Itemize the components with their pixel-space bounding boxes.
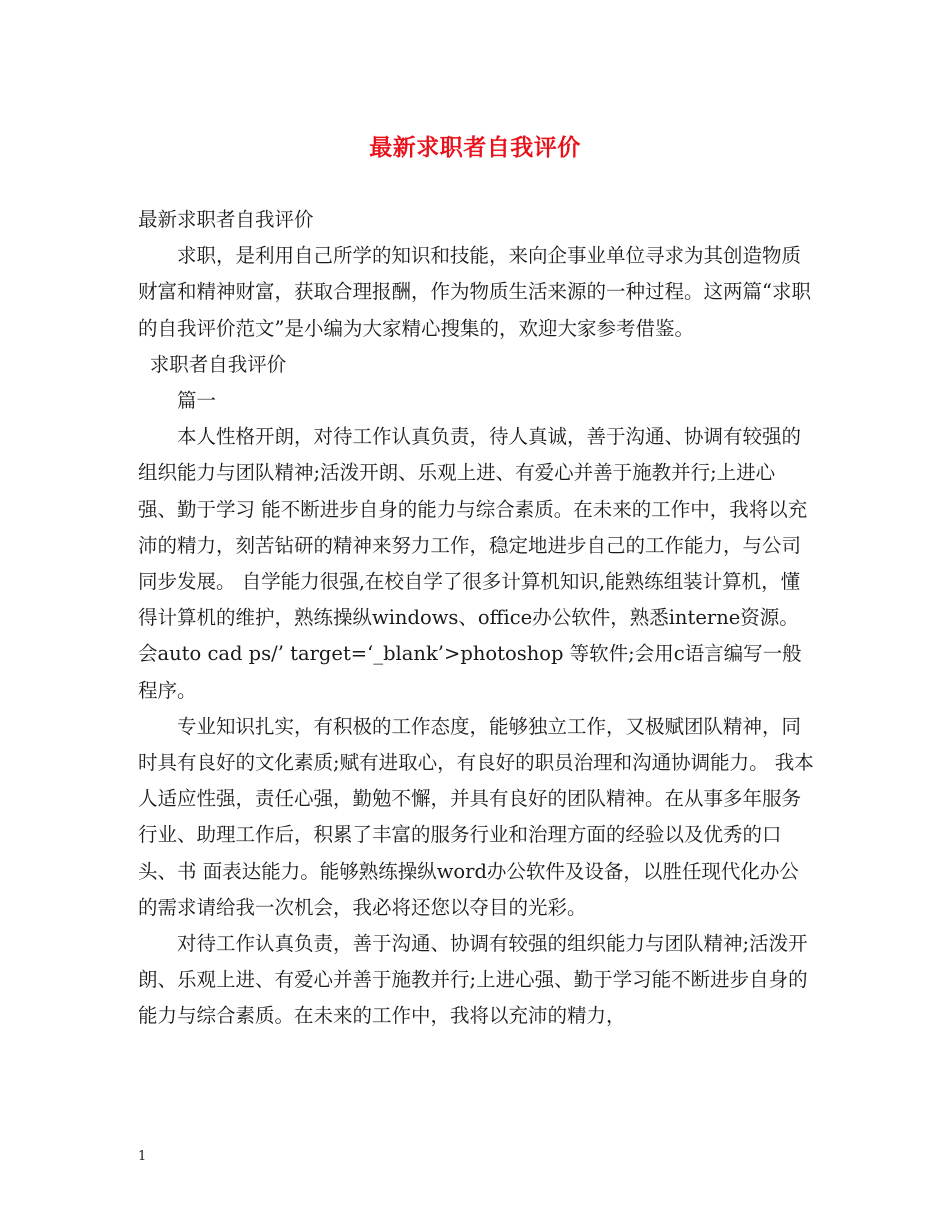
section-subheading: 篇一 <box>177 389 217 413</box>
paragraph: 专业知识扎实，有积极的工作态度，能够独立工作，又极赋团队精神，同时具有良好的文化素质;赋有进取心，有良好的职员治理和沟通协调能力。 我本人适应性强，责任心强，勤勉不懈，并具有良好的团队精神。在从事多年服务行业、助理工作后，积累了丰富的服务行业和治理方面的经验以及优秀的口头、书 面表达能力。能够熟练操纵word办公软件及设备，以胜任现代化办公的需求请给我一次机会，我必将还您以夺目的光彩。 <box>138 714 814 919</box>
page-number: 1 <box>138 1149 147 1164</box>
paragraph: 最新求职者自我评价 <box>138 208 314 231</box>
document-title: 最新求职者自我评价 <box>369 134 581 161</box>
section-heading: 求职者自我评价 <box>149 352 287 376</box>
paragraph: 求职，是利用自己所学的知识和技能，来向企事业单位寻求为其创造物质财富和精神财富，获取合理报酬，作为物质生活来源的一种过程。这两篇“求职的自我评价范文”是小编为大家精心搜集的，欢迎大家参考借鉴。 <box>138 244 811 340</box>
paragraph: 对待工作认真负责，善于沟通、协调有较强的组织能力与团队精神;活泼开朗、乐观上进、有爱心并善于施教并行;上进心强、勤于学习能不断进步自身的能力与综合素质。在未来的工作中，我将以充沛的精力， <box>138 932 808 1028</box>
paragraph: 本人性格开朗，对待工作认真负责，待人真诚，善于沟通、协调有较强的组织能力与团队精神;活泼开朗、乐观上进、有爱心并善于施教并行;上进心强、勤于学习 能不断进步自身的能力与综合素质。在未来的工作中，我将以充沛的精力，刻苦钻研的精神来努力工作，稳定地进步自己的工作能力，与公司同步发展。 自学能力很强,在校自学了很多计算机知识,能熟练组装计算机，懂得计算机的维护，熟练操纵windows、office办公软件，熟悉interne资源。会auto cad ps/’ target=‘_blank’>photoshop 等软件;会用c语言编写一般程序。 <box>138 425 808 702</box>
document-body <box>138 202 814 1035</box>
